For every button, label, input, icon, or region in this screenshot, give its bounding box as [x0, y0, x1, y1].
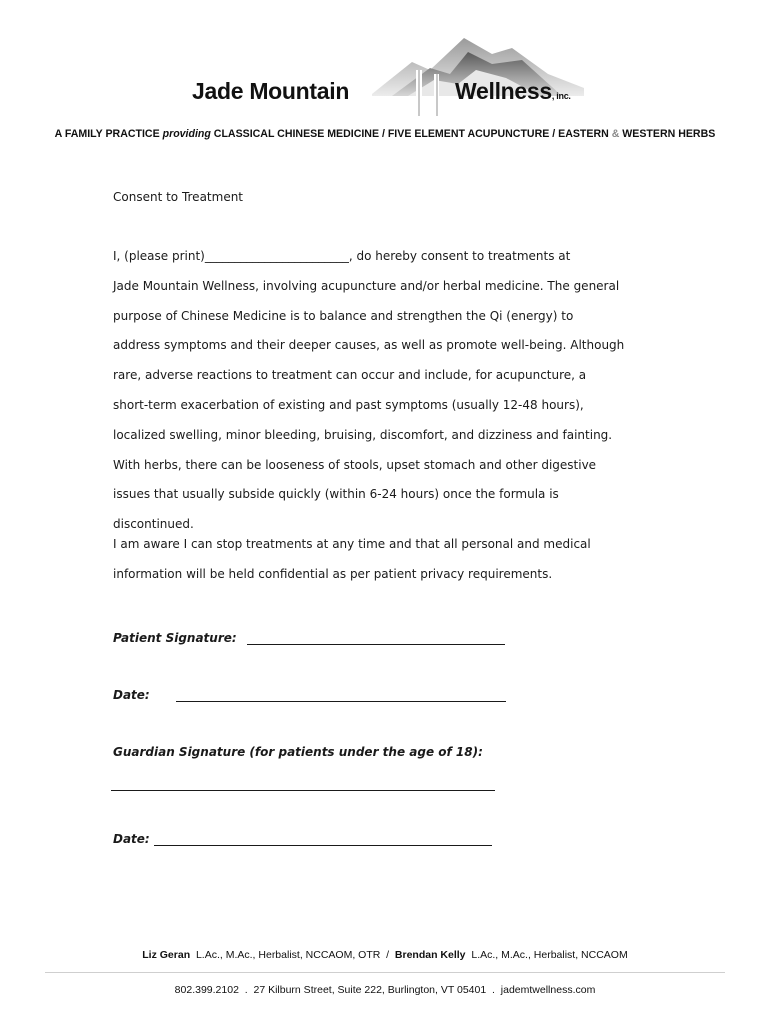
tagline-ampersand: & — [611, 128, 620, 140]
consent-line: information will be held confidential as per patient privacy requirements. — [113, 566, 553, 581]
guardian-signature-label: Guardian Signature (for patients under the age of 18): — [113, 745, 483, 759]
brand-name-right — [455, 78, 571, 105]
tagline-part1: A FAMILY PRACTICE — [54, 128, 163, 140]
practitioner-credentials-2: L.Ac., M.Ac., Herbalist, NCCAOM — [465, 949, 628, 961]
practitioner-credentials-1: L.Ac., M.Ac., Herbalist, NCCAOM, OTR / — [190, 949, 395, 961]
consent-line: localized swelling, minor bleeding, bruising, discomfort, and dizziness and fainting. — [113, 427, 613, 442]
date-line-2[interactable] — [154, 833, 492, 846]
document-title: Consent to Treatment — [113, 190, 244, 204]
date-label-1: Date: — [113, 688, 150, 702]
tagline — [0, 128, 770, 140]
date-row-1 — [113, 688, 506, 702]
consent-line: short-term exacerbation of existing and past symptoms (usually 12-48 hours), — [113, 397, 584, 412]
consent-line: I, (please print)________________________, do hereby consent to treatments at — [113, 249, 571, 263]
practitioner-credits — [0, 949, 770, 961]
consent-line: address symptoms and their deeper causes, as well as promote well-being. Although — [113, 338, 625, 353]
consent-line: I am aware I can stop treatments at any time and that all personal and medical — [113, 537, 591, 552]
patient-signature-row — [113, 631, 505, 645]
consent-text — [113, 246, 673, 594]
tagline-providing: providing — [162, 128, 211, 140]
consent-line: rare, adverse reactions to treatment can occur and include, for acupuncture, a — [113, 368, 587, 383]
footer-divider — [45, 972, 725, 973]
practitioner-name-1: Liz Geran — [142, 949, 191, 961]
brand-name-wellness: Wellness — [455, 78, 552, 104]
consent-line: purpose of Chinese Medicine is to balance and strengthen the Qi (energy) to — [113, 308, 574, 323]
consent-line: With herbs, there can be looseness of stools, upset stomach and other digestive — [113, 457, 597, 472]
contact-info: 802.399.2102 . 27 Kilburn Street, Suite 222, Burlington, VT 05401 . jademtwellness.com — [174, 984, 596, 996]
letterhead — [0, 0, 770, 150]
consent-line: Jade Mountain Wellness, involving acupuncture and/or herbal medicine. The general — [113, 278, 620, 293]
brand-name-left: Jade Mountain — [192, 78, 350, 104]
date-label-2: Date: — [113, 832, 150, 846]
brand-suffix: , inc. — [551, 91, 571, 101]
patient-signature-label: Patient Signature: — [113, 631, 237, 645]
practitioner-name-2: Brendan Kelly — [394, 949, 466, 961]
consent-line: issues that usually subside quickly (within 6-24 hours) once the formula is — [113, 487, 559, 502]
tagline-part4: WESTERN HERBS — [619, 128, 716, 140]
date-row-2 — [113, 832, 492, 846]
consent-line: discontinued. — [113, 517, 194, 532]
tagline-part3: CLASSICAL CHINESE MEDICINE / FIVE ELEMENT ACUPUNCTURE / EASTERN — [210, 128, 612, 140]
patient-signature-line[interactable] — [247, 632, 505, 645]
guardian-signature-line[interactable] — [111, 789, 495, 791]
date-line-1[interactable] — [176, 689, 506, 702]
